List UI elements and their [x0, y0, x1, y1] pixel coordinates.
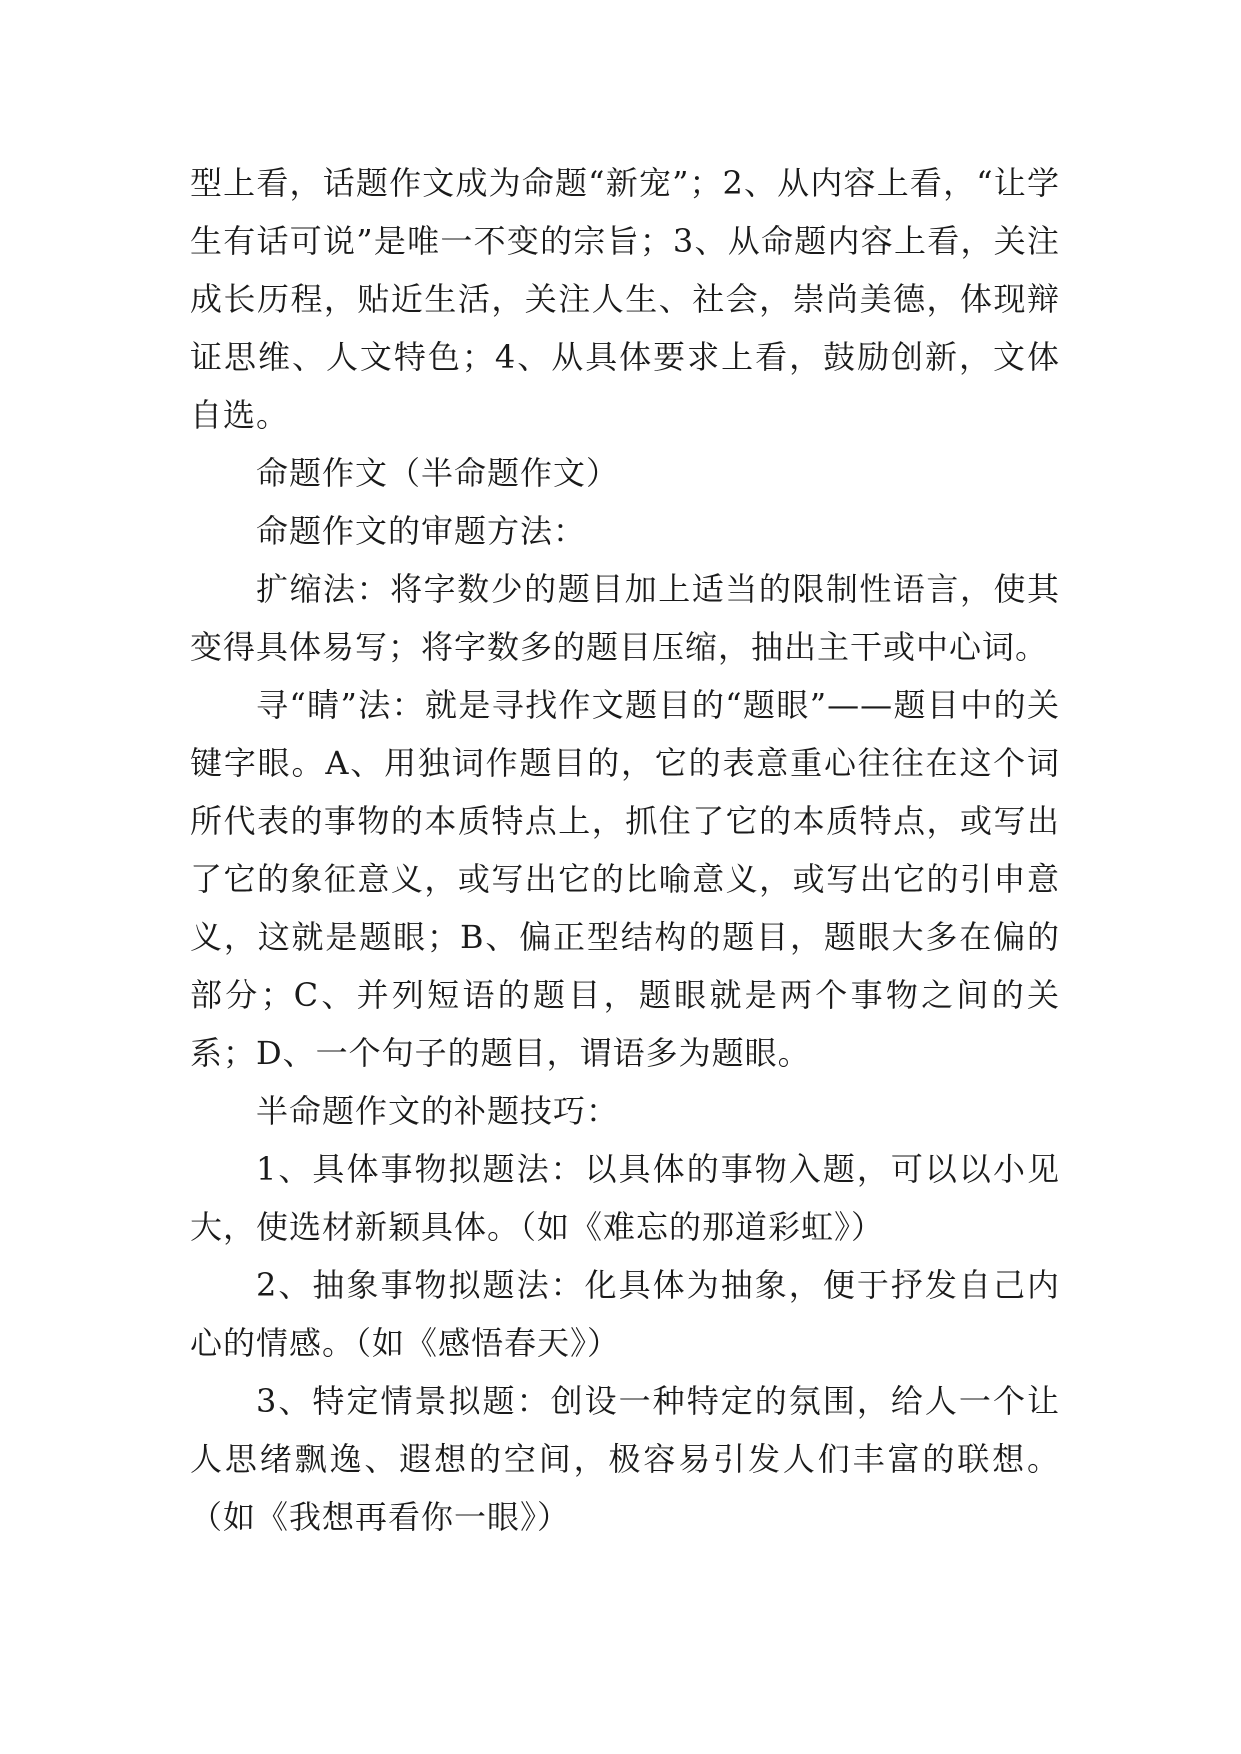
paragraph-specific-scene-method: 3、特定情景拟题：创设一种特定的氛围，给人一个让人思绪飘逸、遐想的空间，极容易引发人们丰富的联想。（如《我想再看你一眼》）	[190, 1382, 1060, 1536]
document-body	[190, 154, 1060, 1546]
paragraph-heading-propositional-essay: 命题作文（半命题作文）	[256, 454, 620, 492]
paragraph-heading-review-methods: 命题作文的审题方法：	[256, 512, 587, 550]
paragraph-concrete-object-method: 1、具体事物拟题法：以具体的事物入题，可以以小见大，使选材新颖具体。（如《难忘的那道彩虹》）	[190, 1150, 1060, 1246]
paragraph-topic-essay-trends: 型上看，话题作文成为命题“新宠”；2、从内容上看，“让学生有话可说”是唯一不变的宗旨；3、从命题内容上看，关注成长历程，贴近生活，关注人生、社会，崇尚美德，体现辩证思维、人文特色；4、从具体要求上看，鼓励创新，文体自选。	[190, 164, 1060, 434]
paragraph-find-eye-method: 寻“睛”法：就是寻找作文题目的“题眼”——题目中的关键字眼。A、用独词作题目的，它的表意重心往往在这个词所代表的事物的本质特点上，抓住了它的本质特点，或写出了它的象征意义，或写出它的比喻意义，或写出它的引申意义，这就是题眼；B、偏正型结构的题目，题眼大多在偏的部分；C、并列短语的题目，题眼就是两个事物之间的关系；D、一个句子的题目，谓语多为题眼。	[190, 686, 1060, 1072]
paragraph-abstract-object-method: 2、抽象事物拟题法：化具体为抽象，便于抒发自己内心的情感。（如《感悟春天》）	[190, 1266, 1060, 1362]
paragraph-heading-completion-skills: 半命题作文的补题技巧：	[256, 1092, 620, 1130]
paragraph-expand-shrink-method: 扩缩法：将字数少的题目加上适当的限制性语言，使其变得具体易写；将字数多的题目压缩，抽出主干或中心词。	[190, 570, 1060, 666]
